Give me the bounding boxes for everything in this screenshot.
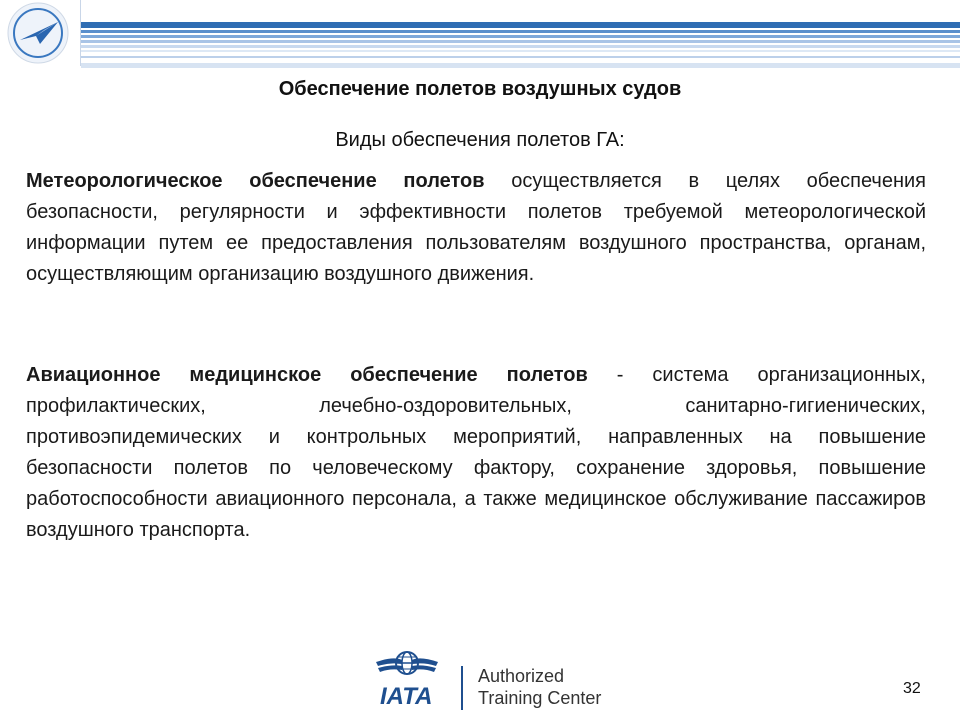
iata-logo <box>372 646 602 714</box>
page-number: 32 <box>903 680 921 697</box>
header-logo-box <box>0 0 81 66</box>
paragraph-body: - система организационных, профилактических, лечебно-оздоровительных, санитарно-гигиенических, противоэпидемических и контрольных мероприятий, направленных на повышение безопасности полетов по человеческому фактору, сохранение здоровья, повышение работоспособности авиационного персонала, а также медицинское обслуживание пассажиров воздушного транспорта. <box>26 364 926 541</box>
iata-tagline-2: Training Center <box>478 688 602 708</box>
iata-tagline-1: Authorized <box>478 666 565 686</box>
slide-title: Обеспечение полетов воздушных судов <box>278 78 682 100</box>
paragraph-term: Авиационное медицинское обеспечение полетов <box>26 364 588 386</box>
iata-wordmark: IATA <box>380 683 433 710</box>
slide-header <box>0 0 960 68</box>
paragraph-term: Метеорологическое обеспечение полетов <box>26 170 485 192</box>
header-stripes <box>81 0 960 68</box>
globe-wings-icon <box>376 652 438 674</box>
paragraph-body: осуществляется в целях обеспечения безопасности, регулярности и эффективности полетов требуемой метеорологической информации путем ее предоставления пользователям воздушного пространства, органам, осуществляющим организацию воздушного движения. <box>26 170 926 285</box>
slide-subtitle: Виды обеспечения полетов ГА: <box>335 129 625 151</box>
paragraph-medical <box>26 360 926 546</box>
aviation-emblem-icon <box>0 0 80 66</box>
paragraph-meteorological <box>26 166 926 290</box>
